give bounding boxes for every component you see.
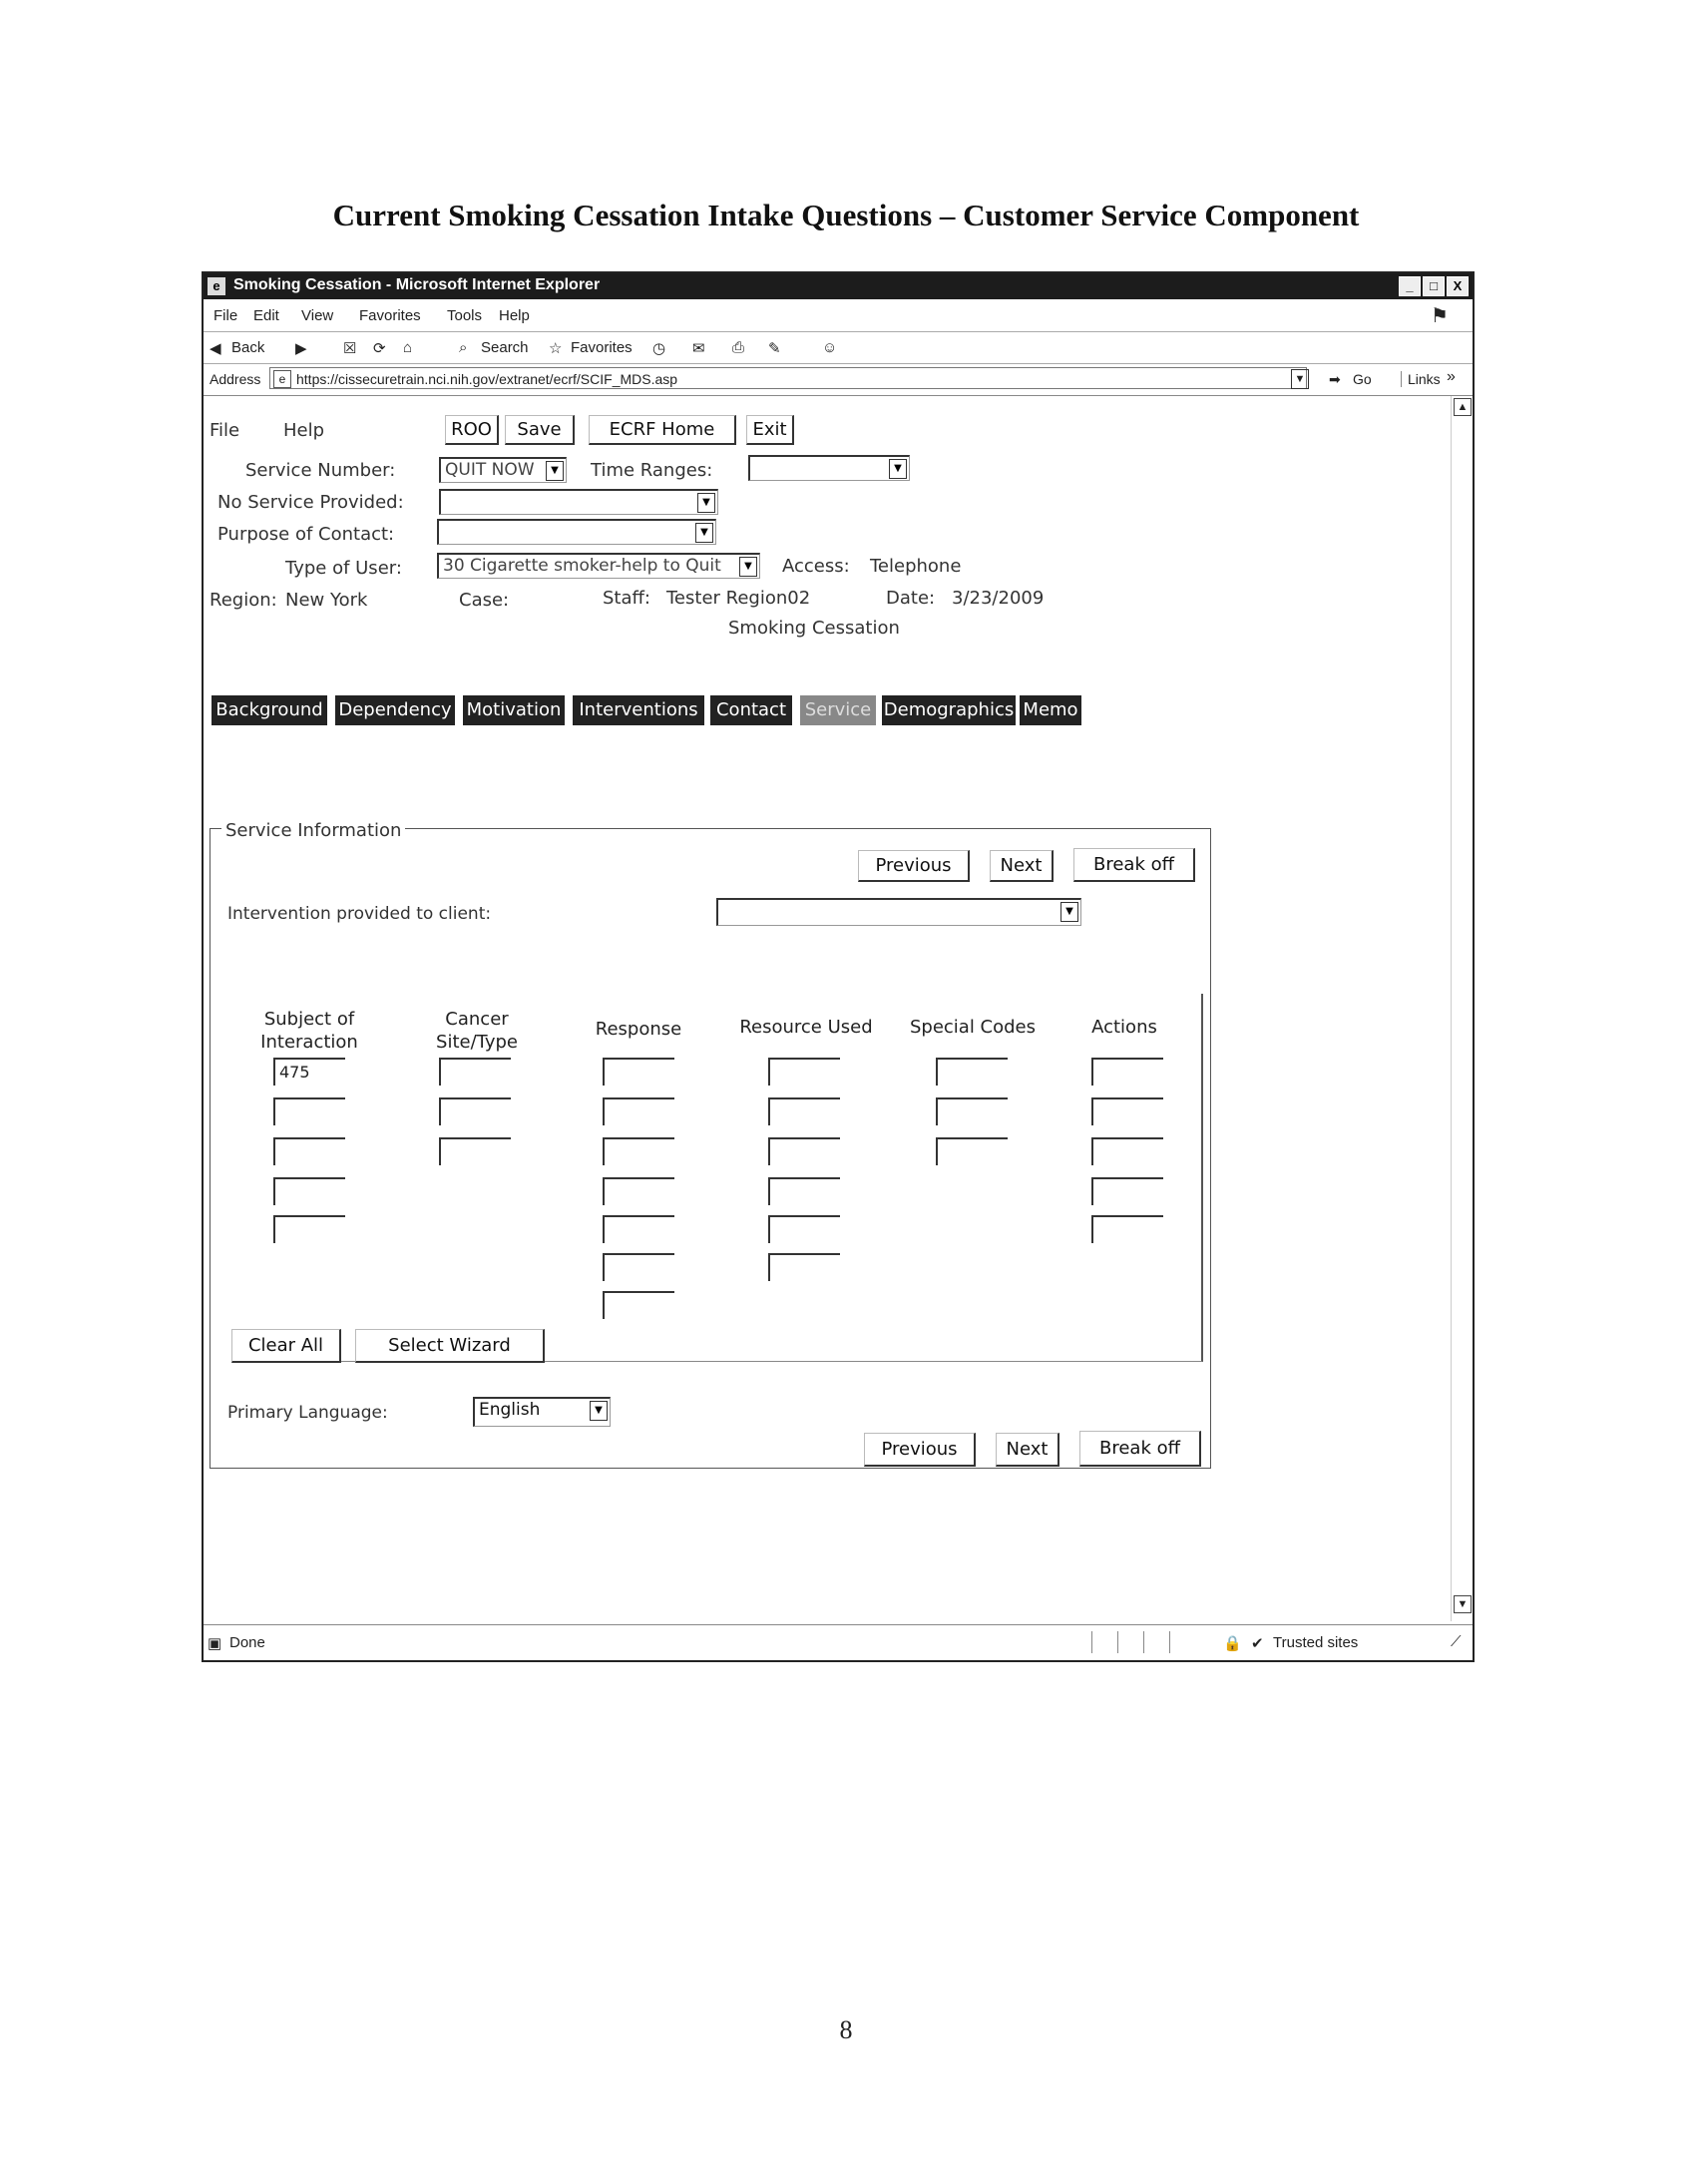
staff-value: Tester Region02	[666, 588, 811, 609]
exit-button[interactable]: Exit	[746, 415, 794, 445]
previous-button-bottom[interactable]: Previous	[864, 1433, 976, 1467]
page-done-icon: ▣	[208, 1635, 222, 1652]
ie-icon: e	[208, 277, 225, 295]
status-bar	[204, 1624, 1473, 1661]
program-title: Smoking Cessation	[728, 618, 900, 639]
tab-interventions[interactable]: Interventions	[573, 695, 704, 725]
actions-field[interactable]	[1091, 1215, 1163, 1243]
response-field[interactable]	[603, 1177, 674, 1205]
scroll-down-icon[interactable]: ▼	[1454, 1595, 1472, 1613]
intervention-select[interactable]	[716, 898, 1081, 926]
column-header-line: Special Codes	[909, 1017, 1037, 1038]
dropdown-arrow-icon[interactable]: ▼	[546, 461, 564, 481]
document-title: Current Smoking Cessation Intake Questions – Customer Service Component	[332, 198, 1360, 232]
break-off-button-top[interactable]: Break off	[1073, 848, 1195, 882]
menu-help[interactable]: Help	[499, 307, 530, 324]
cancer-site-field[interactable]	[439, 1137, 511, 1165]
response-field[interactable]	[603, 1097, 674, 1125]
primary-language-value: English	[479, 1400, 541, 1420]
subject-field[interactable]: 475	[273, 1058, 345, 1086]
dropdown-arrow-icon[interactable]: ▼	[1060, 902, 1078, 922]
subject-field[interactable]	[273, 1137, 345, 1165]
type-of-user-select[interactable]	[437, 553, 760, 579]
resource-used-field[interactable]	[768, 1177, 840, 1205]
address-dropdown-arrow-icon[interactable]: ▼	[1291, 369, 1309, 389]
messenger-icon[interactable]: ☺	[822, 339, 838, 356]
app-menu-help[interactable]: Help	[283, 420, 325, 441]
close-button[interactable]: X	[1447, 276, 1469, 296]
window-title: Smoking Cessation - Microsoft Internet Explorer	[233, 276, 601, 293]
response-field[interactable]	[603, 1137, 674, 1165]
purpose-label: Purpose of Contact:	[217, 524, 395, 545]
intervention-label: Intervention provided to client:	[227, 904, 492, 924]
select-wizard-button[interactable]: Select Wizard	[355, 1329, 545, 1363]
security-zone: Trusted sites	[1273, 1634, 1359, 1651]
dropdown-arrow-icon[interactable]: ▼	[590, 1401, 608, 1421]
check-icon: ✔	[1251, 1635, 1264, 1652]
search-icon[interactable]: ⌕	[459, 339, 468, 356]
title-bar	[204, 273, 1473, 299]
column-header-line: Interaction	[260, 1032, 358, 1053]
page-icon: e	[273, 370, 291, 388]
dropdown-arrow-icon[interactable]: ▼	[889, 459, 907, 479]
access-value: Telephone	[870, 556, 962, 577]
special-codes-field[interactable]	[936, 1137, 1008, 1165]
staff-label: Staff:	[603, 588, 650, 609]
lock-icon: 🔒	[1223, 1635, 1242, 1652]
service-information-legend: Service Information	[221, 820, 405, 841]
tab-contact[interactable]: Contact	[710, 695, 792, 725]
tab-background[interactable]: Background	[212, 695, 327, 725]
windows-logo-icon: ⚑	[1431, 305, 1449, 327]
roo-button[interactable]: ROO	[445, 415, 499, 445]
column-header-line: Subject of	[263, 1009, 355, 1030]
region-value: New York	[285, 590, 368, 611]
back-button[interactable]: Back	[231, 339, 265, 356]
print-icon[interactable]: ⎙	[732, 339, 745, 356]
service-number-value: QUIT NOW	[445, 460, 535, 480]
app-menu-file[interactable]: File	[210, 420, 240, 441]
region-label: Region:	[210, 590, 277, 611]
address-url: https://cissecuretrain.nci.nih.gov/extranet/ecrf/SCIF_MDS.asp	[296, 371, 678, 387]
tab-memo[interactable]: Memo	[1020, 695, 1081, 725]
column-header-line: Resource Used	[739, 1017, 873, 1038]
status-text: Done	[229, 1634, 265, 1651]
column-header-line: Site/Type	[436, 1032, 518, 1053]
response-field[interactable]	[603, 1058, 674, 1086]
special-codes-field[interactable]	[936, 1058, 1008, 1086]
tab-service[interactable]: Service	[800, 695, 876, 725]
type-of-user-value: 30 Cigarette smoker-help to Quit	[443, 556, 721, 576]
column-header-cancer-site	[409, 1008, 545, 1054]
home-icon[interactable]: ⌂	[403, 339, 413, 356]
menu-file[interactable]: File	[213, 307, 238, 324]
go-button[interactable]: Go	[1353, 371, 1372, 387]
primary-language-select[interactable]	[473, 1397, 611, 1427]
column-header-actions	[1059, 1016, 1189, 1039]
menu-bar	[204, 299, 1473, 332]
date-value: 3/23/2009	[952, 588, 1045, 609]
response-field[interactable]	[603, 1291, 674, 1319]
status-segment	[1091, 1631, 1112, 1653]
actions-field[interactable]	[1091, 1058, 1163, 1086]
interaction-table	[235, 994, 1203, 1362]
menu-edit[interactable]: Edit	[253, 307, 279, 324]
dropdown-arrow-icon[interactable]: ▼	[697, 493, 715, 513]
no-service-select[interactable]	[439, 489, 718, 515]
status-segment	[1143, 1631, 1164, 1653]
status-segment	[1117, 1631, 1138, 1653]
column-header-line: Cancer	[445, 1009, 509, 1030]
resource-used-field[interactable]	[768, 1137, 840, 1165]
special-codes-field[interactable]	[936, 1097, 1008, 1125]
address-label: Address	[210, 371, 261, 387]
column-header-resource-used	[726, 1016, 886, 1039]
service-number-label: Service Number:	[245, 460, 396, 481]
save-button[interactable]: Save	[505, 415, 575, 445]
history-icon[interactable]: ◷	[652, 340, 666, 357]
favorites-star-icon[interactable]: ☆	[549, 340, 563, 357]
actions-field[interactable]	[1091, 1137, 1163, 1165]
edit-icon[interactable]: ✎	[768, 340, 781, 357]
subject-field[interactable]	[273, 1215, 345, 1243]
cancer-site-field[interactable]	[439, 1058, 511, 1086]
resource-used-field[interactable]	[768, 1097, 840, 1125]
actions-field[interactable]	[1091, 1177, 1163, 1205]
go-arrow-icon[interactable]: ➡	[1329, 371, 1341, 387]
cancer-site-field[interactable]	[439, 1097, 511, 1125]
search-button[interactable]: Search	[481, 339, 529, 356]
menu-view[interactable]: View	[301, 307, 334, 324]
previous-button-top[interactable]: Previous	[858, 850, 970, 882]
favorites-button[interactable]: Favorites	[571, 339, 633, 356]
column-header-line: Response	[595, 1019, 682, 1040]
links-button[interactable]: Links	[1401, 371, 1441, 387]
subject-field[interactable]	[273, 1097, 345, 1125]
no-service-label: No Service Provided:	[217, 492, 404, 513]
tab-dependency[interactable]: Dependency	[335, 695, 455, 725]
toolbar	[204, 331, 1473, 364]
page-number: 8	[839, 2015, 853, 2044]
service-number-select[interactable]	[439, 457, 567, 483]
minimize-button[interactable]: _	[1399, 276, 1421, 296]
subject-field[interactable]	[273, 1177, 345, 1205]
mail-icon[interactable]: ✉	[692, 340, 705, 357]
primary-language-label: Primary Language:	[227, 1403, 388, 1423]
purpose-select[interactable]	[437, 519, 716, 545]
back-arrow-icon[interactable]: ◀	[210, 340, 221, 357]
response-field[interactable]	[603, 1253, 674, 1281]
next-button-top[interactable]: Next	[990, 850, 1054, 882]
dropdown-arrow-icon[interactable]: ▼	[739, 557, 757, 577]
time-ranges-label: Time Ranges:	[591, 460, 713, 481]
links-chevron-icon[interactable]: »	[1447, 368, 1456, 385]
clear-all-button[interactable]: Clear All	[231, 1329, 341, 1363]
actions-field[interactable]	[1091, 1097, 1163, 1125]
dropdown-arrow-icon[interactable]: ▼	[695, 523, 713, 543]
resize-grip-icon[interactable]: ⟋	[1451, 1633, 1462, 1650]
tab-demographics[interactable]: Demographics	[882, 695, 1016, 725]
case-label: Case:	[459, 590, 510, 611]
column-header-response	[571, 1018, 706, 1041]
scroll-up-icon[interactable]: ▲	[1454, 398, 1472, 416]
address-bar	[204, 363, 1473, 396]
column-header-subject	[241, 1008, 377, 1054]
resource-used-field[interactable]	[768, 1215, 840, 1243]
access-label: Access:	[782, 556, 850, 577]
type-of-user-label: Type of User:	[285, 558, 402, 579]
resource-used-field[interactable]	[768, 1058, 840, 1086]
maximize-button[interactable]: □	[1423, 276, 1445, 296]
date-label: Date:	[886, 588, 936, 609]
column-header-line: Actions	[1091, 1017, 1157, 1038]
resource-used-field[interactable]	[768, 1253, 840, 1281]
break-off-button-bottom[interactable]: Break off	[1079, 1431, 1201, 1467]
column-header-special-codes	[898, 1016, 1048, 1039]
menu-tools[interactable]: Tools	[447, 307, 483, 324]
address-input[interactable]	[269, 367, 1307, 389]
menu-favorites[interactable]: Favorites	[359, 307, 421, 324]
refresh-icon[interactable]: ⟳	[373, 340, 386, 357]
status-segment	[1169, 1631, 1190, 1653]
time-ranges-select[interactable]	[748, 455, 910, 481]
stop-icon[interactable]: ☒	[343, 340, 357, 357]
next-button-bottom[interactable]: Next	[996, 1433, 1059, 1467]
forward-arrow-icon[interactable]: ▶	[295, 340, 307, 357]
response-field[interactable]	[603, 1215, 674, 1243]
vertical-scrollbar[interactable]	[1451, 396, 1474, 1621]
tab-motivation[interactable]: Motivation	[463, 695, 565, 725]
ecrf-home-button[interactable]: ECRF Home	[589, 415, 736, 445]
